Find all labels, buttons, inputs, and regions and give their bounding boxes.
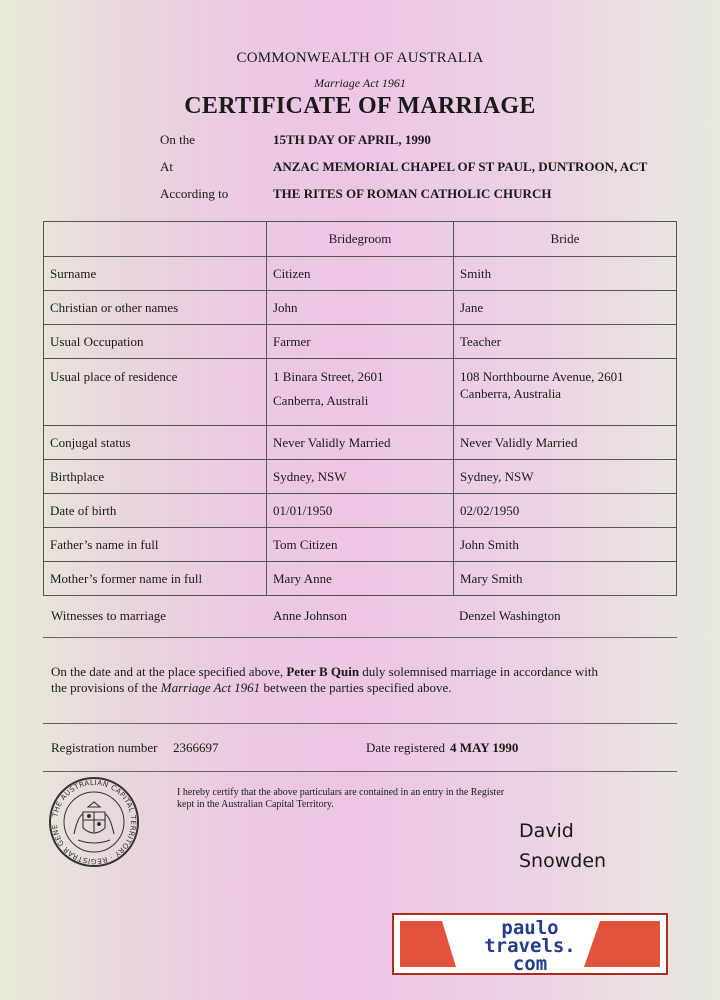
according-label: According to <box>160 186 229 201</box>
groom-residence-line2: Canberra, Australi <box>273 393 369 408</box>
table-row <box>44 257 677 291</box>
solemnisation-statement <box>51 664 651 696</box>
svg-text:THE AUSTRALIAN CAPITAL TERRITO: THE AUSTRALIAN CAPITAL TERRITORY · REGISTRAR GENE <box>50 777 139 867</box>
row-label: Surname <box>44 257 267 291</box>
bride-value: 02/02/1950 <box>454 494 677 528</box>
watermark-logo <box>392 913 668 975</box>
bride-residence-line1: 108 Northbourne Avenue, 2601 <box>460 369 624 384</box>
marriage-date: 15TH DAY OF APRIL, 1990 <box>273 132 431 147</box>
registrar-seal <box>48 776 140 868</box>
registration-number-label: Registration number <box>51 740 158 755</box>
groom-value: Never Validly Married <box>267 426 454 460</box>
groom-value: Citizen <box>267 257 454 291</box>
table-row <box>44 494 677 528</box>
divider <box>43 637 677 638</box>
table-row <box>44 426 677 460</box>
table-corner-cell <box>44 222 267 257</box>
divider <box>43 723 677 724</box>
table-row <box>44 325 677 359</box>
witness-bride-side: Denzel Washington <box>459 608 561 623</box>
statement-text: the provisions of the <box>51 680 161 695</box>
row-label: Mother’s former name in full <box>44 562 267 596</box>
row-label: Christian or other names <box>44 291 267 325</box>
row-label: Usual place of residence <box>44 359 267 426</box>
groom-value: Farmer <box>267 325 454 359</box>
groom-value: Tom Citizen <box>267 528 454 562</box>
celebrant-name: Peter B Quin <box>286 664 360 679</box>
bride-value: Teacher <box>454 325 677 359</box>
act-name: Marriage Act 1961 <box>160 680 261 695</box>
particulars-table <box>43 221 677 596</box>
row-label: Date of birth <box>44 494 267 528</box>
logo-line2: travels. <box>484 935 576 957</box>
bride-value: Sydney, NSW <box>454 460 677 494</box>
table-header-row <box>44 222 677 257</box>
row-label: Conjugal status <box>44 426 267 460</box>
certify-line: I hereby certify that the above particulars are contained in an entry in the Register <box>177 787 505 798</box>
statement-text: On the date and at the place specified above, <box>51 664 287 679</box>
seal-icon <box>48 776 140 868</box>
logo-line1: paulo <box>501 917 559 939</box>
on-label: On the <box>160 132 196 147</box>
divider <box>43 771 677 772</box>
groom-value: 01/01/1950 <box>267 494 454 528</box>
table-row <box>44 460 677 494</box>
certify-line: kept in the Australian Capital Territory. <box>177 799 334 810</box>
table-row <box>44 359 677 426</box>
bride-value: John Smith <box>454 528 677 562</box>
groom-value: Sydney, NSW <box>267 460 454 494</box>
bride-value: Mary Smith <box>454 562 677 596</box>
marriage-rites: THE RITES OF ROMAN CATHOLIC CHURCH <box>273 186 552 201</box>
registration-number: 2366697 <box>173 740 219 755</box>
signature-first-name: David <box>519 820 574 842</box>
bride-column-header: Bride <box>454 222 677 257</box>
certificate-title: CERTIFICATE OF MARRIAGE <box>184 93 536 119</box>
at-label: At <box>160 159 173 174</box>
date-registered: 4 MAY 1990 <box>450 740 519 755</box>
statement-text: duly solemnised marriage in accordance with <box>359 664 599 679</box>
row-label: Birthplace <box>44 460 267 494</box>
marriage-place: ANZAC MEMORIAL CHAPEL OF ST PAUL, DUNTROON, ACT <box>273 159 648 174</box>
row-label: Usual Occupation <box>44 325 267 359</box>
bridegroom-column-header: Bridegroom <box>267 222 454 257</box>
row-label: Father’s name in full <box>44 528 267 562</box>
logo-line3: com <box>512 953 548 975</box>
certification-text <box>177 787 557 811</box>
bride-residence-line2: Canberra, Australia <box>460 386 562 401</box>
bride-value: Smith <box>454 257 677 291</box>
groom-residence-line1: 1 Binara Street, 2601 <box>273 369 384 384</box>
country-heading: COMMONWEALTH OF AUSTRALIA <box>236 50 484 66</box>
table-row <box>44 528 677 562</box>
witness-groom-side: Anne Johnson <box>273 608 348 623</box>
bride-value: Never Validly Married <box>454 426 677 460</box>
date-registered-label: Date registered <box>366 740 446 755</box>
witnesses-label: Witnesses to marriage <box>51 608 166 623</box>
bride-value <box>454 359 677 426</box>
groom-value: Mary Anne <box>267 562 454 596</box>
statement-text: between the parties specified above. <box>260 680 452 695</box>
bride-value: Jane <box>454 291 677 325</box>
act-subheading: Marriage Act 1961 <box>314 76 406 90</box>
signature-last-name: Snowden <box>519 850 607 872</box>
groom-value: John <box>267 291 454 325</box>
table-row <box>44 562 677 596</box>
table-row <box>44 291 677 325</box>
groom-value <box>267 359 454 426</box>
